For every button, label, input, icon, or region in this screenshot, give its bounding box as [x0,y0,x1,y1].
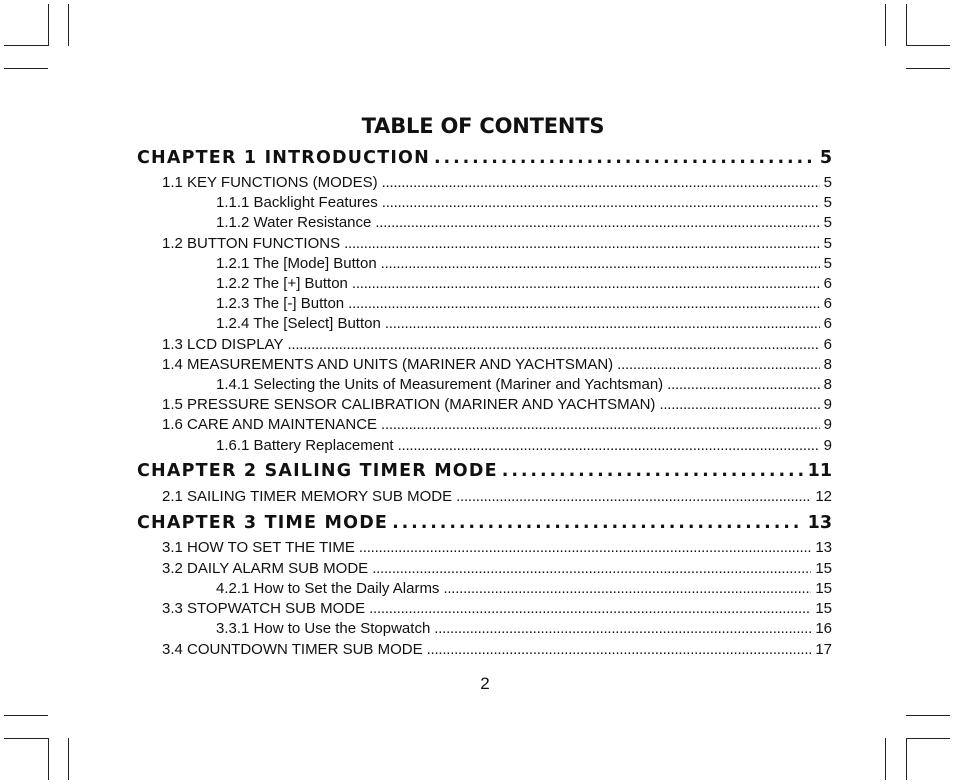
toc-entry-row[interactable] [162,487,832,507]
toc-page-number: 15 [815,560,832,577]
dot-leader [456,487,811,507]
toc-page-number: 15 [815,600,832,617]
toc-page-number: 8 [823,376,832,393]
toc-entry-row[interactable] [216,314,832,334]
toc-entry-label: 3.2 DAILY ALARM SUB MODE [162,560,369,577]
page-number: 2 [480,674,490,693]
dot-leader [434,145,816,171]
toc-page-number: 9 [823,416,832,433]
toc-entry-label: CHAPTER 2 SAILING TIMER MODE [137,461,498,481]
toc-page-number: 5 [823,255,832,272]
toc-entry-label: 3.4 COUNTDOWN TIMER SUB MODE [162,641,423,658]
dot-leader [359,538,811,558]
toc-entry-label: 1.1.2 Water Resistance [216,214,372,231]
toc-entry-row[interactable] [216,619,832,639]
dot-leader [667,375,819,395]
toc-entry-label: 1.1 KEY FUNCTIONS (MODES) [162,174,378,191]
toc-entry-label: 1.4 MEASUREMENTS AND UNITS (MARINER AND YACHTSMAN) [162,356,614,373]
toc-entry-row[interactable] [162,234,832,254]
toc-page-number: 11 [807,461,832,481]
toc-entry-label: 1.6 CARE AND MAINTENANCE [162,416,378,433]
dot-leader [287,335,819,355]
toc-page-number: 13 [807,513,832,533]
toc-entry-label: 3.1 HOW TO SET THE TIME [162,539,355,556]
toc-entry-label: 1.3 LCD DISPLAY [162,336,284,353]
toc-page-number: 5 [823,174,832,191]
toc-chapter-row[interactable] [137,145,832,171]
toc-page-number: 17 [815,641,832,658]
toc-entry-row[interactable] [216,193,832,213]
toc-page-number: 5 [819,148,832,168]
toc-page-number: 13 [815,539,832,556]
toc-entry-row[interactable] [162,335,832,355]
toc-entry-label: 1.2 BUTTON FUNCTIONS [162,235,341,252]
toc-page-number: 16 [815,620,832,637]
dot-leader [385,314,820,334]
dot-leader [382,173,820,193]
dot-leader [398,436,820,456]
dot-leader [659,395,819,415]
toc-entry-label: 4.2.1 How to Set the Daily Alarms [216,580,440,597]
toc-entry-label: 1.2.4 The [Select] Button [216,315,381,332]
toc-page-number: 5 [823,235,832,252]
toc-chapter-row[interactable] [137,458,832,484]
toc-entry-row[interactable] [216,213,832,233]
dot-leader [392,510,804,536]
toc-entry-label: 1.4.1 Selecting the Units of Measurement (Mariner and Yachtsman) [216,376,664,393]
toc-chapter-row[interactable] [137,510,832,536]
toc-entry-label: 3.3 STOPWATCH SUB MODE [162,600,366,617]
dot-leader [427,640,812,660]
toc-entry-row[interactable] [162,173,832,193]
toc-entry-label: 1.6.1 Battery Replacement [216,437,394,454]
toc-entry-row[interactable] [162,599,832,619]
toc-entry-label: 1.1.1 Backlight Features [216,194,378,211]
toc-entry-row[interactable] [216,375,832,395]
toc-entry-row[interactable] [162,415,832,435]
toc-page-number: 6 [823,275,832,292]
toc-entry-row[interactable] [162,640,832,660]
toc-page-number: 9 [823,396,832,413]
toc-entry-label: 1.2.1 The [Mode] Button [216,255,377,272]
toc-page-number: 15 [815,580,832,597]
toc-page-number: 8 [823,356,832,373]
toc-entry-row[interactable] [216,579,832,599]
dot-leader [381,254,820,274]
toc-entry-row[interactable] [162,538,832,558]
dot-leader [375,213,819,233]
dot-leader [348,294,820,314]
toc-page-number: 9 [823,437,832,454]
toc-entry-label: 2.1 SAILING TIMER MEMORY SUB MODE [162,488,453,505]
dot-leader [372,559,811,579]
dot-leader [381,415,820,435]
dot-leader [502,458,804,484]
toc-entry-row[interactable] [162,559,832,579]
toc-entry-row[interactable] [216,274,832,294]
toc-entry-label: 1.5 PRESSURE SENSOR CALIBRATION (MARINER AND YACHTSMAN) [162,396,656,413]
toc-entry-label: 1.2.2 The [+] Button [216,275,348,292]
toc-entry-row[interactable] [216,294,832,314]
toc-page-number: 5 [823,194,832,211]
toc-page-number: 5 [823,214,832,231]
toc-page-number: 6 [823,315,832,332]
dot-leader [434,619,811,639]
toc-page-number: 6 [823,336,832,353]
toc-entry-row[interactable] [216,436,832,456]
page-title: TABLE OF CONTENTS [361,114,605,138]
toc-entry-row[interactable] [162,395,832,415]
toc-entry-label: 1.2.3 The [-] Button [216,295,345,312]
toc-page-number: 12 [815,488,832,505]
toc-entry-label: CHAPTER 3 TIME MODE [137,513,389,533]
toc-entry-label: CHAPTER 1 INTRODUCTION [137,148,430,168]
toc-entry-label: 3.3.1 How to Use the Stopwatch [216,620,431,637]
toc-entry-row[interactable] [162,355,832,375]
toc-entry-row[interactable] [216,254,832,274]
dot-leader [382,193,820,213]
dot-leader [617,355,819,375]
toc-page-number: 6 [823,295,832,312]
dot-leader [344,234,820,254]
dot-leader [443,579,811,599]
dot-leader [352,274,820,294]
dot-leader [369,599,811,619]
